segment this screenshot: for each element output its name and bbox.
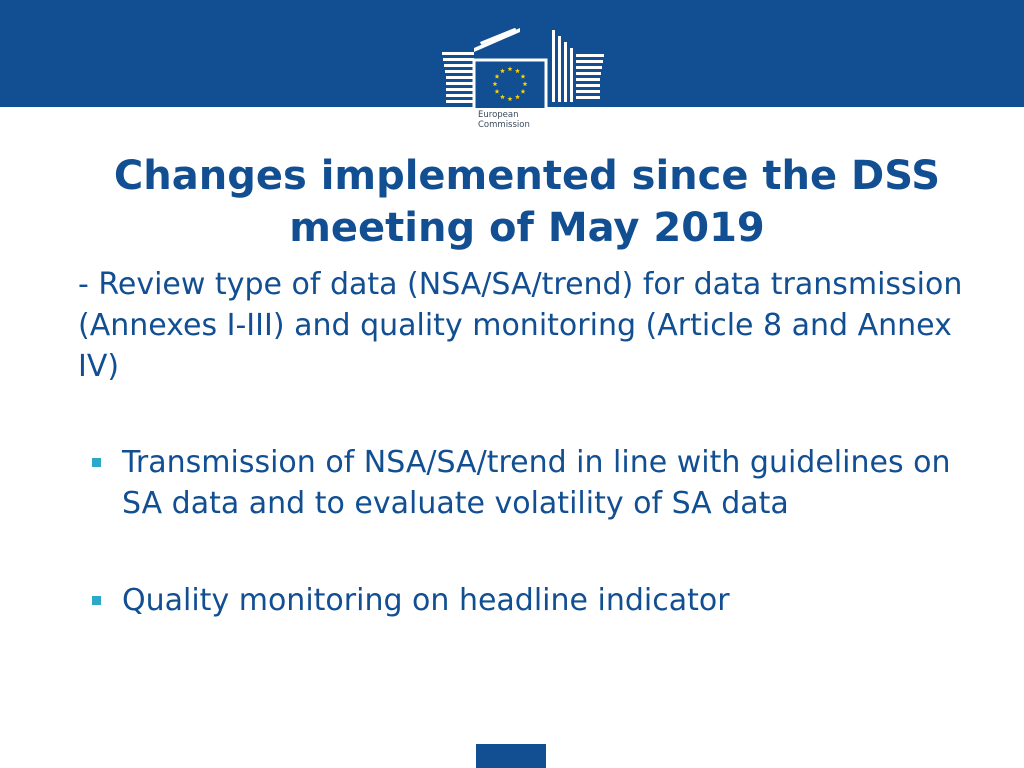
bullet-item — [88, 442, 998, 524]
slide-subtitle: - Review type of data (NSA/SA/trend) for data transmission (Annexes I-III) and quality monitoring (Article 8 and Annex IV) — [78, 267, 963, 384]
european-commission-logo — [440, 28, 608, 144]
logo-text-line2: Commission — [478, 120, 530, 130]
bullet-item — [88, 580, 998, 621]
bullet-text: Quality monitoring on headline indicator — [122, 583, 730, 618]
bullet-text: Transmission of NSA/SA/trend in line with guidelines on SA data and to evaluate volatility of SA data — [122, 445, 951, 521]
slide-title — [60, 150, 994, 254]
slide-title-line2: meeting of May 2019 — [289, 205, 765, 251]
logo-text-line1: European — [478, 110, 519, 120]
slide-title-line1: Changes implemented since the DSS — [113, 153, 941, 199]
square-bullet-icon — [92, 458, 101, 467]
logo-text — [478, 110, 546, 130]
footer-tab — [476, 744, 546, 768]
square-bullet-icon — [92, 596, 101, 605]
bullet-list — [88, 442, 998, 621]
